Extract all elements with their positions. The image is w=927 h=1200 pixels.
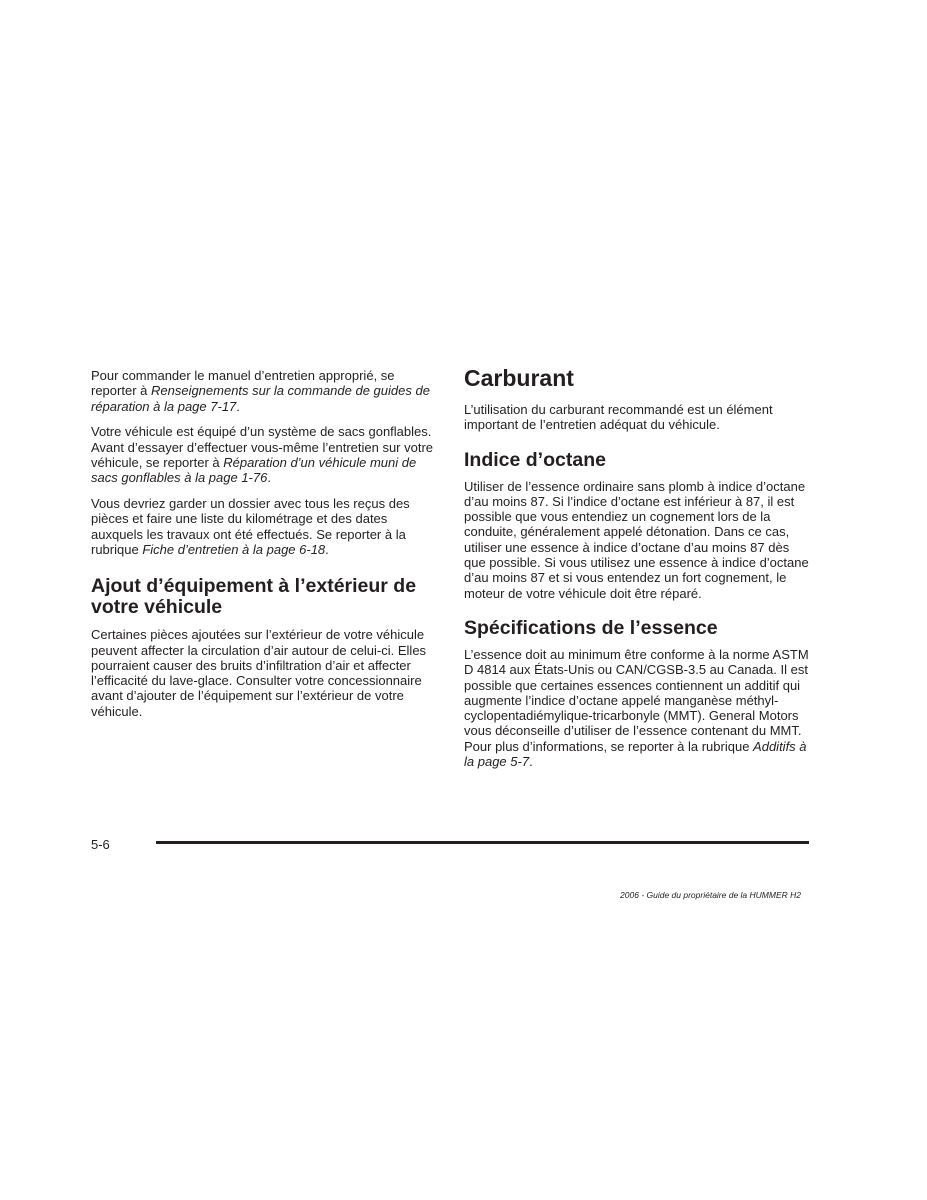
cross-reference-link[interactable]: Renseignements sur la commande de guides de réparation à la page 7-17 <box>91 383 430 414</box>
paragraph-specs: L’essence doit au minimum être conforme à la norme ASTM D 4814 aux États-Unis ou CAN/CGSB-3.5 au Canada. Il est possible que certaines essences contiennent un additif qui augmente l’indice d’octane appelé manganèse méthyl-cyclopentadiémylique-tricarbonyle (MMT). General Motors vous déconseille d’utiliser de l’essence contenant du MMT. Pour plus d’informations, se reporter à la rubrique Additifs à la page 5-7. <box>464 646 809 770</box>
cross-reference-link[interactable]: Fiche d’entretien à la page 6-18 <box>142 541 326 557</box>
paragraph-manual-order: Pour commander le manuel d’entretien approprié, se reporter à Renseignements sur la commande de guides de réparation à la page 7-17. <box>91 368 430 414</box>
right-column <box>464 365 814 780</box>
section-heading-octane: Indice d’octane <box>464 448 606 471</box>
left-column <box>91 368 441 730</box>
section-heading-specs: Spécifications de l’essence <box>464 616 718 639</box>
cross-reference-link[interactable]: Additifs à la page 5-7 <box>464 738 807 770</box>
page-number: 5-6 <box>91 837 110 852</box>
footer-divider <box>156 841 809 844</box>
section-heading-ajout: Ajout d’équipement à l’extérieur de votre véhicule <box>91 575 417 619</box>
section-title-carburant: Carburant <box>464 365 574 391</box>
footer-note: 2006 - Guide du propriétaire de la HUMMER H2 <box>620 890 801 900</box>
paragraph-exterior-equipment: Certaines pièces ajoutées sur l’extérieur de votre véhicule peuvent affecter la circulation d’air autour de celui-ci. Elles pourraient causer des bruits d’infiltration d’air et affecter l’efficacité du lave-glace. Consulter votre concessionnaire avant d’ajouter de l’équipement sur l’extérieur de votre véhicule. <box>91 627 427 719</box>
paragraph-carburant: L’utilisation du carburant recommandé est un élément important de l’entretien adéquat du véhicule. <box>464 402 773 433</box>
paragraph-records: Vous devriez garder un dossier avec tous les reçus des pièces et faire une liste du kilométrage et des dates auxquels les travaux ont été effectués. Se reporter à la rubrique Fiche d’entretien à la page 6-18. <box>91 496 410 557</box>
paragraph-octane: Utiliser de l’essence ordinaire sans plomb à indice d’octane d’au moins 87. Si l’indice d’octane est inférieur à 87, il est possible que vous entendiez un cognement lors de la conduite, généralement appelé détonation. Dans ce cas, utiliser une essence à indice d’octane d’au moins 87 dès que possible. Si vous utilisez une essence à indice d’octane d’au moins 87 et si vous entendez un fort cognement, le moteur de votre véhicule doit être réparé. <box>464 478 809 601</box>
cross-reference-link[interactable]: Réparation d’un véhicule muni de sacs gonflables à la page 1-76 <box>91 454 417 486</box>
paragraph-airbag: Votre véhicule est équipé d’un système de sacs gonflables. Avant d’essayer d’effectuer vous-même l’entretien sur votre véhicule, se reporter à Réparation d’un véhicule muni de sacs gonflables à la page 1-76. <box>91 424 434 486</box>
